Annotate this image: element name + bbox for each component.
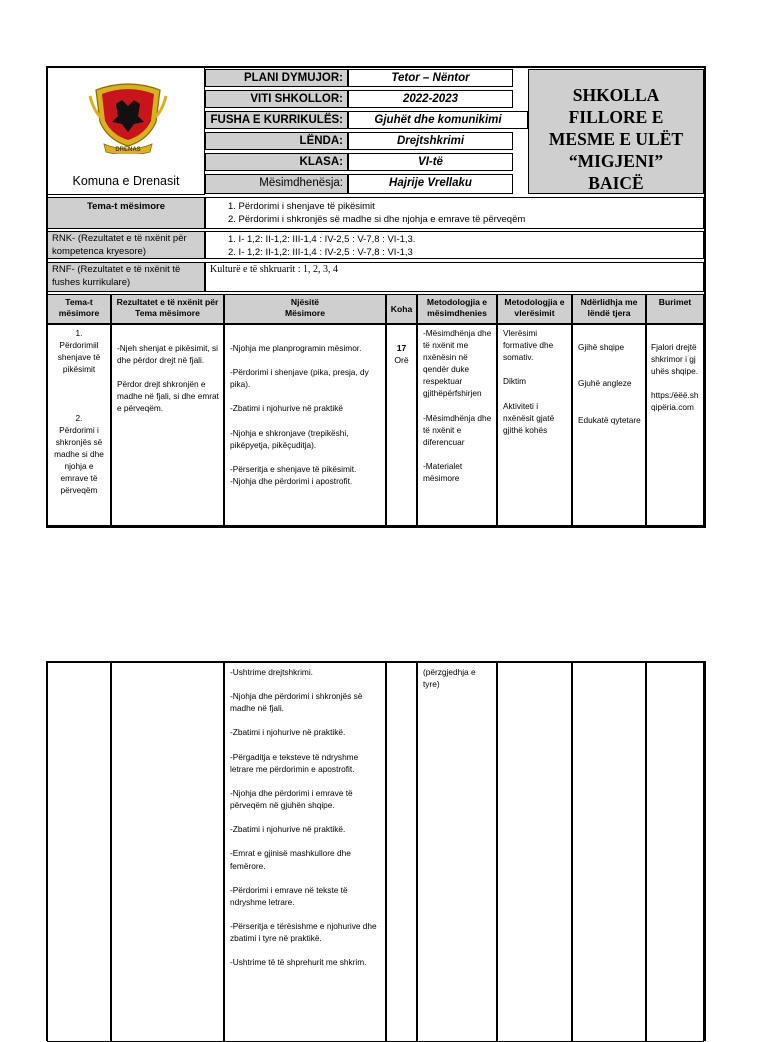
- p1-koha-cell: [386, 324, 417, 526]
- drenas-logo-icon: [88, 82, 168, 154]
- header-value-lenda: Drejtshkrimi: [348, 132, 513, 150]
- header-label-klasa: KLASA:: [205, 153, 348, 171]
- col-header-nderlidhja: Ndërlidhja me lëndë tjera: [572, 294, 646, 324]
- p1-metodologjia-v-cell: Vlerësimi formative dhe somativ. Diktim Aktiviteti i nxënësit gjatë gjithë kohës: [497, 324, 572, 526]
- p2-koha-cell: [386, 662, 417, 1042]
- header-label-plani: PLANI DYMUJOR:: [205, 69, 348, 87]
- rnk-item-1: 1. I- 1,2: II-1,2: III-1,4 : IV-2,5 : V-7,8 : VI-1,3.: [228, 234, 416, 245]
- header-value-viti: 2022-2023: [348, 90, 513, 108]
- header-value-mesimdhenesja: Hajrije Vrellaku: [348, 174, 513, 194]
- p2-nderlidhja-cell: [572, 662, 646, 1042]
- col-header-metodologjia-m: Metodologjia e mësimdhenies: [417, 294, 497, 324]
- koha-unit: Orë: [394, 355, 409, 365]
- p2-rezultatet-cell: [111, 662, 224, 1042]
- municipality-name: Komuna e Drenasit: [72, 174, 180, 188]
- header-label-mesimdhenesja: Mësimdhenësja:: [205, 174, 348, 194]
- header-value-plani: Tetor – Nëntor: [348, 69, 513, 87]
- rnf-label: RNF- (Rezultatet e të nxënit të fushes kurrikulare): [47, 262, 205, 292]
- p1-nderlidhja-cell: Gjihë shqipe Gjuhë angleze Edukatë qytetare: [572, 324, 646, 526]
- rnk-label: RNK- (Rezultatet e të nxënit për kompetenca kryesore): [47, 231, 205, 259]
- p2-tema-cell: [47, 662, 111, 1042]
- rnk-item-2: 2. I- 1,2: II-1,2: III-1,4 : IV-2,5 : V-7,8 : VI-1,3: [228, 247, 413, 258]
- col-header-tema: Tema-t mësimore: [47, 294, 111, 324]
- tema-item-1: 1. Përdorimi i shenjave të pikësimit: [228, 201, 375, 212]
- rnf-value: Kulturë e të shkruarit : 1, 2, 3, 4: [205, 262, 704, 292]
- header-label-viti: VITI SHKOLLOR:: [205, 90, 348, 108]
- header-value-fusha: Gjuhët dhe komunikimi: [348, 111, 528, 129]
- svg-text:DRENAS: DRENAS: [115, 147, 141, 153]
- p2-metodologjia-v-cell: [497, 662, 572, 1042]
- p2-metodologjia-m-cell: (përzgjedhja e tyre): [417, 662, 497, 1042]
- school-name: SHKOLLA FILLORE E MESME E ULËT “MIGJENI” BAICË: [528, 69, 704, 194]
- p1-rezultatet-cell: -Njeh shenjat e pikësimit, si dhe përdor drejt në fjali. Përdor drejt shkronjën e madhe në fjali, si dhe emrat e përveqëm.: [111, 324, 224, 526]
- tema-values: [205, 197, 704, 229]
- col-header-burimet: Burimet: [646, 294, 704, 324]
- col-header-rezultatet: Rezultatet e të nxënit për Tema mësimore: [111, 294, 224, 324]
- col-header-metodologjia-v: Metodologjia e vlerësimit: [497, 294, 572, 324]
- p1-tema-cell: 1. Përdorimiil shenjave të pikësimit 2. Përdorimi i shkronjës së madhe si dhe njohja e emrave të përveqëm: [47, 324, 111, 526]
- p1-njesite-cell: -Njohja me planprogramin mësimor. -Përdorimi i shenjave (pika, presja, dy pika). -Zbatimi i njohurive në praktikë -Njohja e shkronjave (trepikëshi, pikëpyetja, pikëçuditja). -Përseritja e shenjave të pikësimit. -Njohja dhe përdorimi i apostrofit.: [224, 324, 386, 526]
- p2-burimet-cell: [646, 662, 704, 1042]
- header-label-fusha: FUSHA E KURRIKULËS:: [205, 111, 348, 129]
- rnk-values: [205, 231, 704, 259]
- koha-number: 17: [396, 343, 407, 353]
- col-header-njesite: Njësitë Mësimore: [224, 294, 386, 324]
- tema-item-2: 2. Përdorimi i shkronjës së madhe si dhe njohja e emrave të përveqëm: [228, 214, 526, 225]
- p1-burimet-cell: Fjalori drejtëshkrimor i gjuhës shqipe. https:/ëëë.shqipëria.com: [646, 324, 704, 526]
- p1-metodologjia-m-cell: -Mësimdhënja dhe të nxënit me nxënësin në qendër duke respektuar gjithëpërfshirjen -Mësimdhënja dhe të nxënit e diferencuar -Materialet mësimore: [417, 324, 497, 526]
- col-header-koha: Koha: [386, 294, 417, 324]
- p2-njesite-cell: -Ushtrime drejtshkrimi. -Njohja dhe përdorimi i shkronjës së madhe në fjali. -Zbatimi i njohurive në praktikë. -Përgaditja e teksteve të ndryshme letrare me përdorimin e apostrofit. -Njohja dhe përdorimi i emrave të përveqëm në gjuhën shqipe. -Zbatimi i njohurive në praktikë. -Emrat e gjinisë mashkullore dhe femërore. -Përdorimi i emrave në tekste të ndryshme letrare. -Përseritja e tërësishme e njohurive dhe zbatimi i tyre në praktikë. -Ushtrime të të shprehurit me shkrim.: [224, 662, 386, 1042]
- header-value-klasa: VI-të: [348, 153, 513, 171]
- header-label-lenda: LËNDA:: [205, 132, 348, 150]
- tema-label: Tema-t mësimore: [47, 197, 205, 229]
